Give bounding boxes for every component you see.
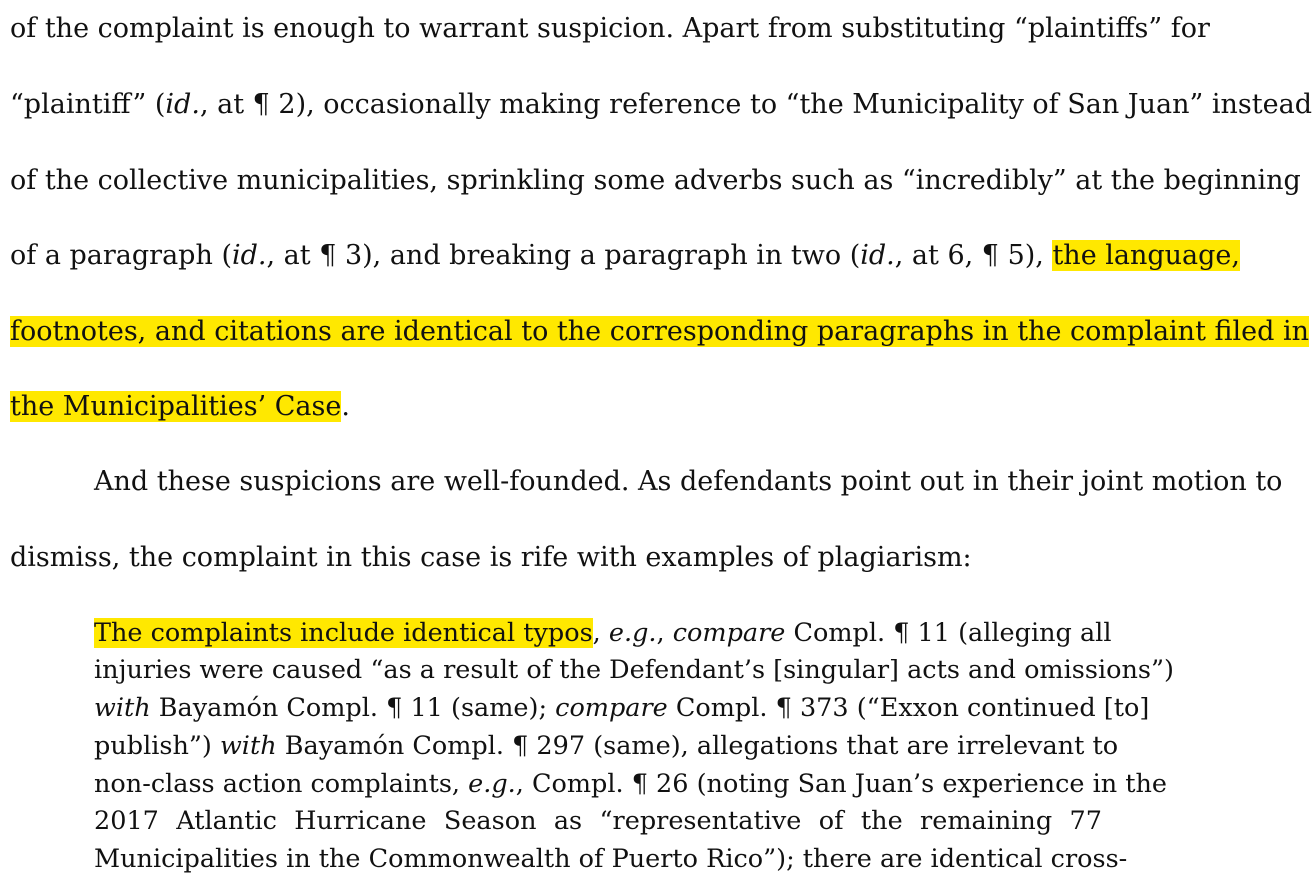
text-run: Bayamón Compl. ¶ 297 (same), allegations that are irrelevant to <box>276 731 1119 761</box>
italic-text: e.g. <box>468 769 516 799</box>
block-quote-line: Municipalities in the Commonwealth of Puerto Rico”); there are identical cross- <box>94 844 1128 874</box>
body-line: of the collective municipalities, sprinkling some adverbs such as “incredibly” at the beginning <box>10 165 1301 196</box>
text-run: “plaintiff” ( <box>10 89 166 120</box>
block-quote-line <box>94 768 1168 801</box>
italic-text: compare <box>672 618 786 648</box>
body-line <box>10 389 1185 425</box>
italic-text: compare <box>555 693 668 723</box>
block-quote-line: 2017 Atlantic Hurricane Season as “representative of the remaining 77 <box>94 806 1102 836</box>
italic-text: with <box>219 731 277 761</box>
body-line: dismiss, the complaint in this case is rife with examples of plagiarism: <box>10 542 972 573</box>
text-run: publish”) <box>94 731 220 761</box>
text-run: . <box>341 391 350 422</box>
block-quote-line <box>94 617 1112 650</box>
body-line: And these suspicions are well-founded. As defendants point out in their joint motion to <box>94 466 1283 497</box>
body-line <box>10 87 1312 123</box>
text-run: Bayamón Compl. ¶ 11 (same); <box>150 693 556 723</box>
text-run: , <box>592 618 609 648</box>
italic-text: e.g. <box>608 618 657 648</box>
block-quote-line: injuries were caused “as a result of the Defendant’s [singular] acts and omissions”) <box>94 655 1174 685</box>
block-quote-line <box>94 692 1150 725</box>
body-line <box>10 238 1240 274</box>
italic-text: id. <box>860 240 895 271</box>
body-line <box>10 314 1310 350</box>
text-run: of a paragraph ( <box>10 240 232 271</box>
highlighted-text: footnotes, and citations are identical to the corresponding paragraphs in the complaint filed in <box>10 316 1310 347</box>
text-run: , Compl. ¶ 26 (noting San Juan’s experience in the <box>515 769 1168 799</box>
italic-text: id. <box>165 89 200 120</box>
italic-text: id. <box>231 240 267 271</box>
italic-text: with <box>94 693 151 723</box>
text-run: , at 6, ¶ 5), <box>894 240 1053 271</box>
text-run: , <box>656 618 673 648</box>
block-quote-line <box>94 730 1119 763</box>
text-run: non-class action complaints, <box>94 769 469 799</box>
text-run: , at ¶ 2), occasionally making reference to “the Municipality of San Juan” instead <box>199 89 1312 120</box>
highlighted-text: the Municipalities’ Case <box>10 391 342 422</box>
body-line: of the complaint is enough to warrant suspicion. Apart from substituting “plaintiffs” for <box>10 13 1210 44</box>
highlighted-text: the language, <box>1052 240 1240 271</box>
highlighted-text: The complaints include identical typos <box>94 618 593 648</box>
text-run: , at ¶ 3), and breaking a paragraph in two ( <box>266 240 861 271</box>
text-run: Compl. ¶ 11 (alleging all <box>785 618 1112 648</box>
text-run: Compl. ¶ 373 (“Exxon continued [to] <box>667 693 1150 723</box>
